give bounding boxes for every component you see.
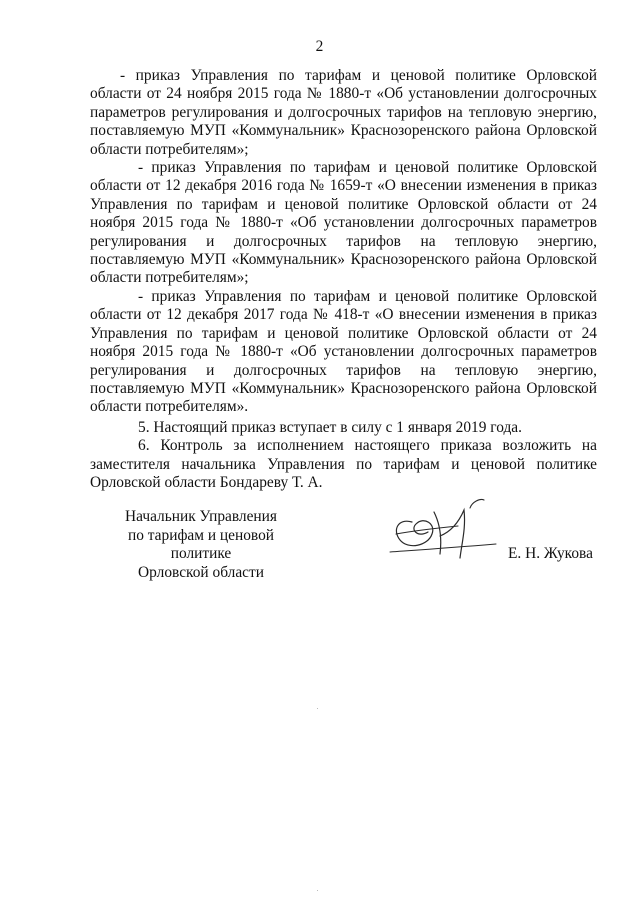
- document-body: [90, 67, 597, 492]
- paragraph-order-1880: - приказ Управления по тарифам и ценовой политике Орловской области от 24 ноября 2015 года № 1880-т «Об установлении долгосрочных параметров регулирования и долгосрочных тарифов на тепловую энергию, поставляемую МУП «Коммунальник» Краснозоренского района Орловской области потребителям»;: [90, 67, 597, 158]
- signatory-position-line-1: Начальник Управления: [125, 508, 277, 525]
- paragraph-order-1659: - приказ Управления по тарифам и ценовой политике Орловской области от 12 декабря 2016 года № 1659-т «О внесении изменения в приказ Управления по тарифам и ценовой политике Орловской области от 24 ноября 2015 года № 1880-т «Об установлении долгосрочных параметров регулирования и долгосрочных тарифов на тепловую энергию, поставляемую МУП «Коммунальник» Краснозоренского района Орловской области потребителям»;: [90, 159, 597, 287]
- signer-name: Е. Н. Жукова: [508, 545, 593, 562]
- paragraph-item-5: 5. Настоящий приказ вступает в силу с 1 января 2019 года.: [138, 418, 522, 436]
- scan-speck: [317, 708, 318, 709]
- scan-speck: [317, 890, 318, 891]
- signatory-position-line-2: по тарифам и ценовой политике: [127, 526, 275, 563]
- paragraph-order-418: - приказ Управления по тарифам и ценовой политике Орловской области от 12 декабря 2017 года № 418-т «О внесении изменения в приказ Управления по тарифам и ценовой политике Орловской области от 24 ноября 2015 года № 1880-т «Об установлении долгосрочных параметров регулирования и долгосрочных тарифов на тепловую энергию, поставляемую МУП «Коммунальник» Краснозоренского района Орловской области потребителям».: [90, 287, 597, 416]
- page-number: 2: [315, 38, 324, 55]
- signatory-position-line-3: Орловской области: [138, 563, 264, 581]
- signatory-position: [96, 508, 306, 582]
- paragraph-item-6: 6. Контроль за исполнением настоящего приказа возложить на заместителя начальника Управления по тарифам и ценовой политике Орловской области Бондареву Т. А.: [90, 437, 597, 491]
- handwritten-signature: [388, 494, 500, 562]
